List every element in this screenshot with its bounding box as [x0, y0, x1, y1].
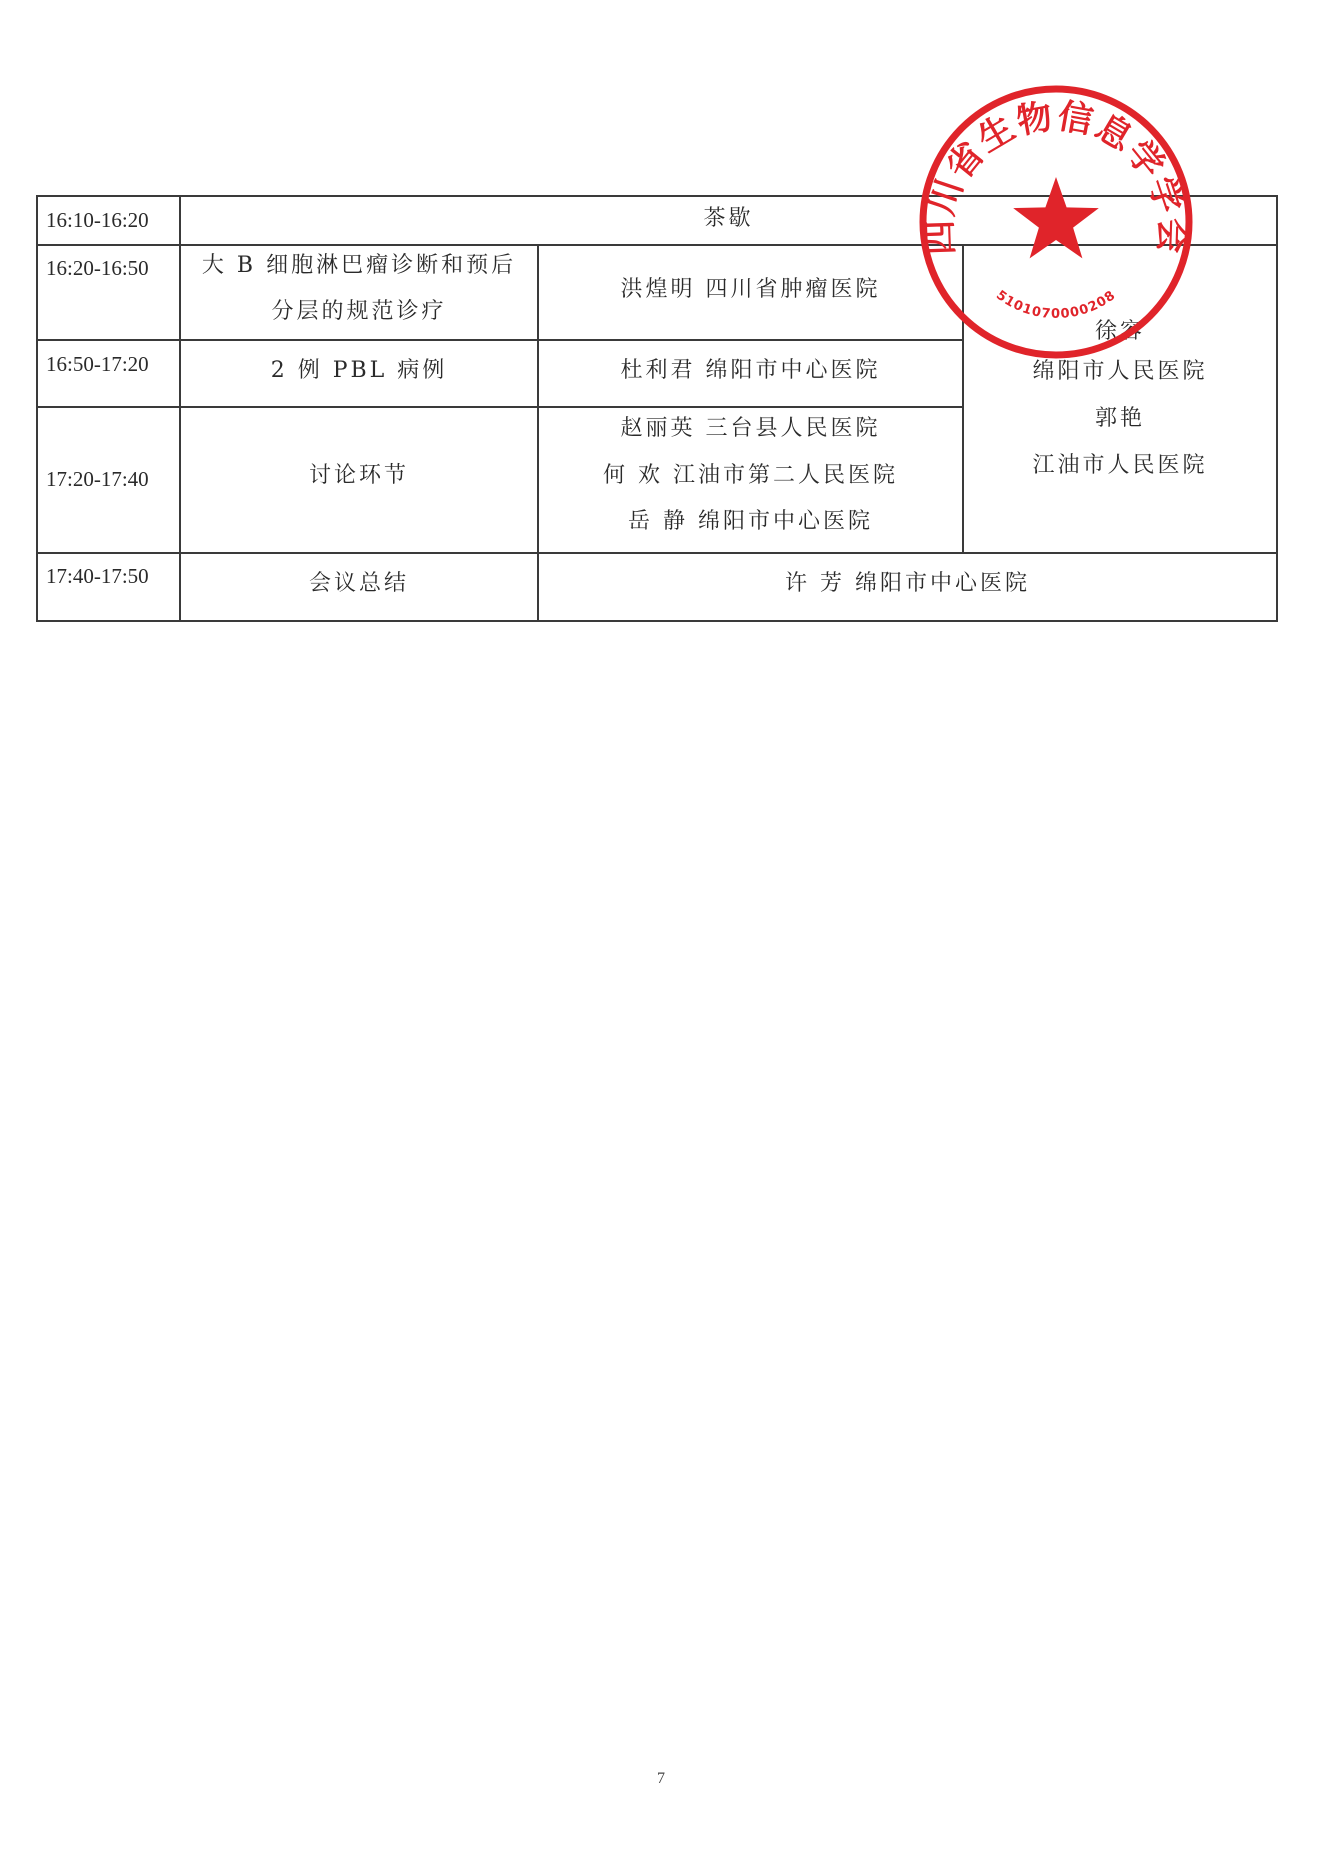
table-rule	[36, 339, 964, 341]
speaker-cell: 洪煌明 四川省肿瘤医院	[620, 277, 881, 302]
moderator-line: 郭艳	[1094, 406, 1145, 431]
table-rule	[1276, 195, 1278, 622]
moderator-line: 江油市人民医院	[1032, 453, 1208, 478]
seal-name-text: 四川省生物信息学学会	[919, 95, 1193, 256]
speaker-cell: 赵丽英 三台县人民医院	[620, 416, 881, 441]
table-rule	[36, 552, 1278, 554]
table-rule	[36, 195, 38, 622]
time-cell: 16:50-17:20	[46, 352, 149, 376]
topic-cell: 会议总结	[308, 571, 409, 596]
topic-cell: 讨论环节	[308, 463, 409, 488]
page-number: 7	[657, 1770, 665, 1787]
seal-code-text: 5101070000208	[993, 287, 1119, 323]
official-seal-icon	[916, 82, 1196, 362]
time-cell: 16:20-16:50	[46, 256, 149, 280]
time-cell: 17:40-17:50	[46, 564, 149, 588]
table-rule	[36, 406, 964, 408]
topic-cell: 分层的规范诊疗	[271, 299, 447, 324]
speaker-cell: 杜利君 绵阳市中心医院	[620, 358, 881, 383]
seal-graphic	[919, 89, 1192, 355]
moderator-line: 绵阳市人民医院	[1032, 359, 1208, 384]
table-rule	[36, 620, 1278, 622]
topic-cell: 大 B 细胞淋巴瘤诊断和预后	[201, 253, 517, 278]
svg-text:5101070000208	[993, 288, 1119, 322]
speaker-cell: 岳 静 绵阳市中心医院	[628, 509, 873, 534]
speaker-cell: 许 芳 绵阳市中心医院	[785, 571, 1030, 596]
time-cell: 16:10-16:20	[46, 208, 149, 232]
topic-cell: 2 例 PBL 病例	[270, 358, 448, 383]
moderator-line: 徐容	[1094, 319, 1145, 344]
topic-cell: 茶歇	[703, 206, 754, 231]
time-cell: 17:20-17:40	[46, 467, 149, 491]
speaker-cell: 何 欢 江油市第二人民医院	[603, 463, 898, 488]
